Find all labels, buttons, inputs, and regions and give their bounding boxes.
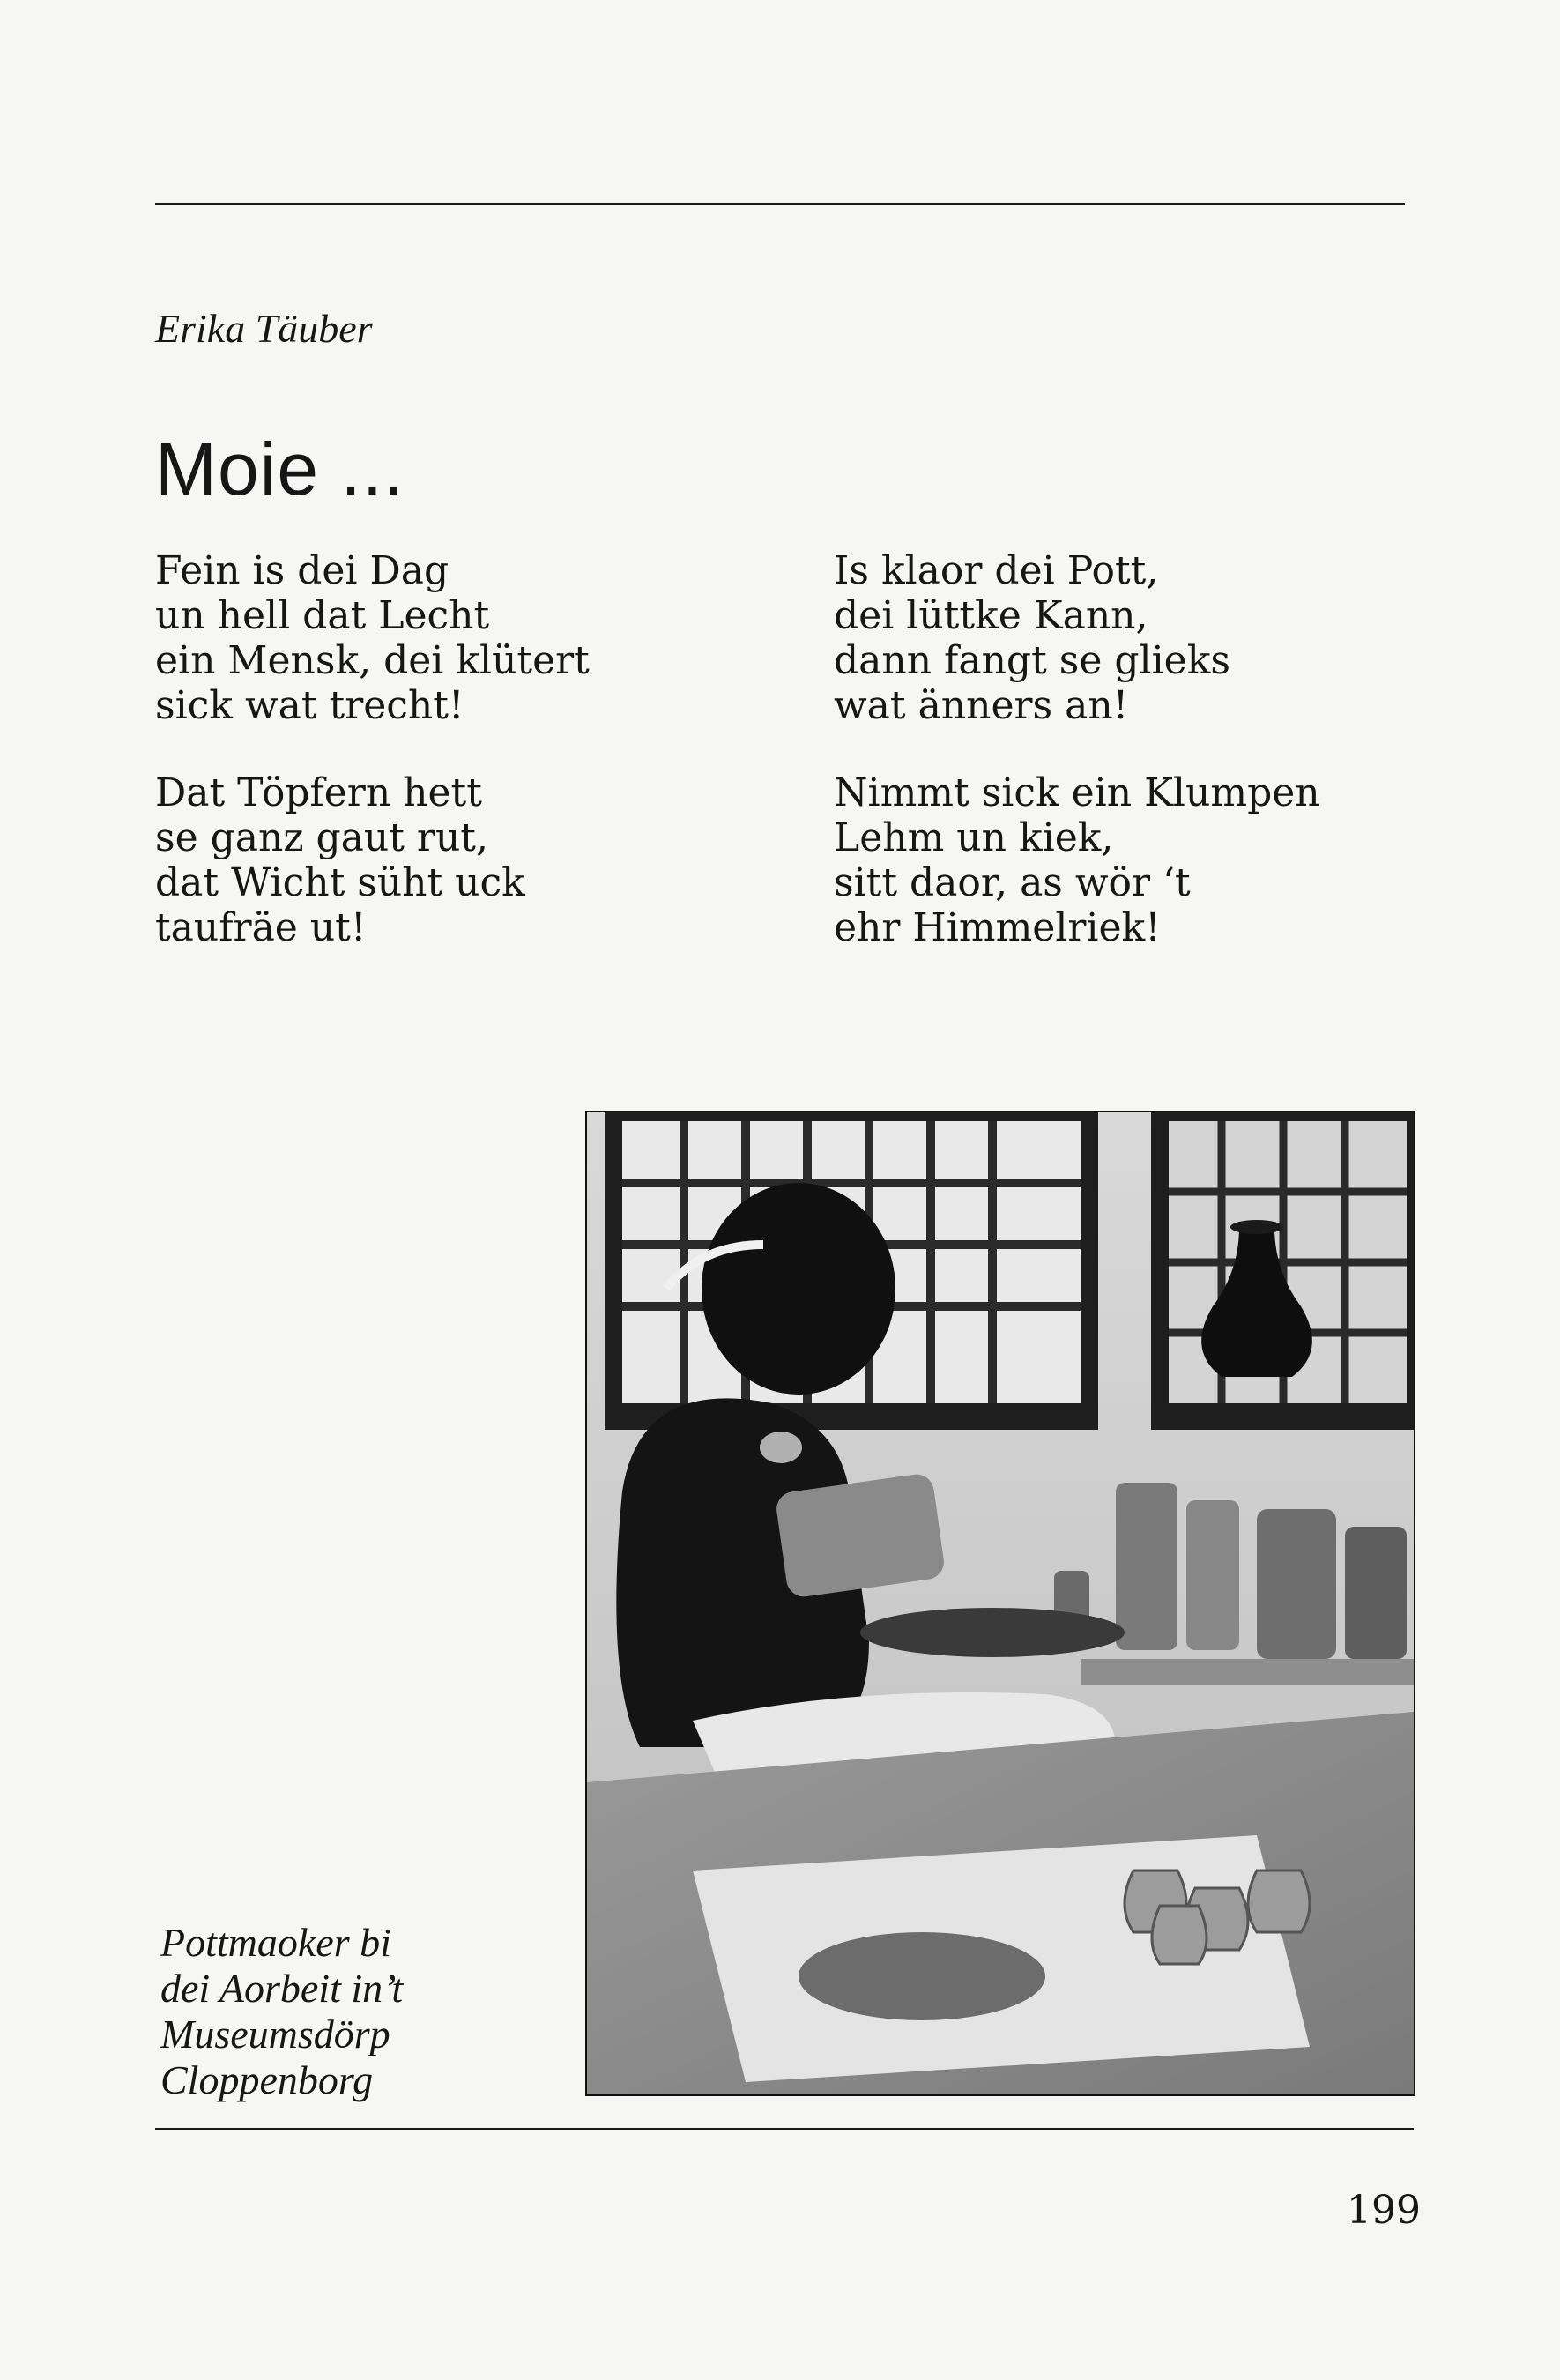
author-name: Erika Täuber bbox=[155, 306, 373, 351]
poem-line: se ganz gaut rut, bbox=[155, 815, 488, 860]
poem-line: wat änners an! bbox=[834, 683, 1129, 728]
poem-line: ein Mensk, dei klütert bbox=[155, 638, 590, 683]
poem-title: Moie ... bbox=[155, 428, 405, 510]
poem-line: sitt daor, as wör ‘t bbox=[834, 860, 1191, 905]
poem-stanza-3 bbox=[834, 548, 1230, 728]
caption-line: dei Aorbeit in’t bbox=[160, 1966, 404, 2011]
top-rule bbox=[155, 203, 1405, 205]
poem-line: dei lüttke Kann, bbox=[834, 593, 1148, 638]
poem-line: sick wat trecht! bbox=[155, 683, 464, 728]
poem-line: taufräe ut! bbox=[155, 905, 367, 950]
poem-line: Fein is dei Dag bbox=[155, 548, 449, 593]
caption-line: Pottmaoker bi bbox=[160, 1920, 391, 1965]
potter-at-wheel-photo bbox=[585, 1111, 1415, 2096]
caption-line: Cloppenborg bbox=[160, 2057, 374, 2102]
poem-line: Dat Töpfern hett bbox=[155, 770, 482, 815]
poem-line: Lehm un kiek, bbox=[834, 815, 1114, 860]
poem-stanza-1 bbox=[155, 548, 590, 728]
page-number: 199 bbox=[1347, 2188, 1421, 2233]
right-window bbox=[1151, 1112, 1414, 1430]
poem-line: Nimmt sick ein Klumpen bbox=[834, 770, 1320, 815]
bottom-rule bbox=[155, 2128, 1414, 2130]
poem-line: Is klaor dei Pott, bbox=[834, 548, 1159, 593]
poem-line: un hell dat Lecht bbox=[155, 593, 490, 638]
poem-line: dat Wicht süht uck bbox=[155, 860, 525, 905]
caption-line: Museumsdörp bbox=[160, 2012, 390, 2056]
potters-wheel bbox=[860, 1608, 1125, 1657]
photo-illustration bbox=[587, 1112, 1414, 2094]
photo-caption bbox=[160, 1920, 403, 2103]
poem-stanza-2 bbox=[155, 770, 525, 950]
poem-line: dann fangt se glieks bbox=[834, 638, 1230, 683]
poem-line: ehr Himmelriek! bbox=[834, 905, 1161, 950]
poem-stanza-4 bbox=[834, 770, 1320, 950]
